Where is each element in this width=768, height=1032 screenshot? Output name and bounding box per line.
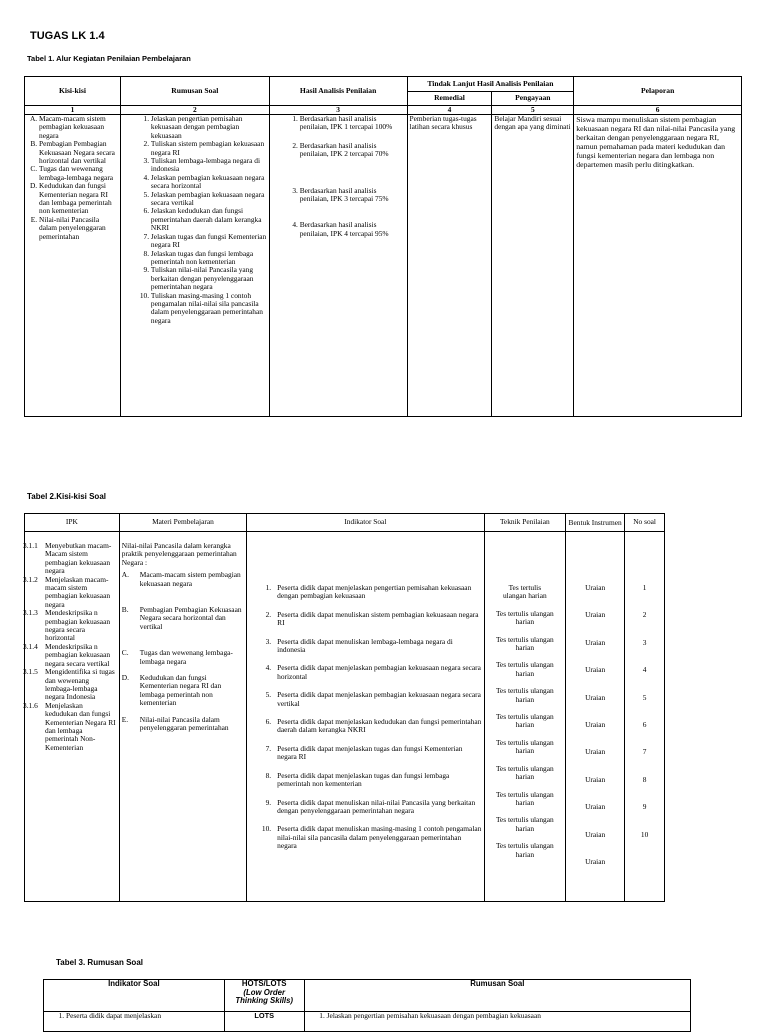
ipk-text: Mengidentifika si tugas dan wewenang lembaga-lembaga negara Indonesia [45, 667, 115, 702]
table3-level: LOTS [224, 1012, 304, 1032]
materi-text: Tugas dan wewenang lembaga-lembaga negara [139, 648, 233, 666]
teknik-item: Tes tertulis ulangan harian [495, 634, 554, 653]
indikator-item [249, 772, 481, 789]
list-item: 1. Jelaskan pengertian pemisahan kekuasaan dengan pembagian kekuasaan [151, 115, 267, 140]
table3-caption: Tabel 3. Rumusan Soal [56, 958, 143, 967]
indikator-item [249, 799, 481, 816]
indikator-number: 9. [265, 797, 272, 807]
materi-text: Kedudukan dan fungsi Kementerian negara RI dan lembaga pemerintah non kementerian [139, 673, 222, 708]
header-materi: Materi Pembelajaran [119, 514, 246, 532]
indikator-number: 10. [261, 824, 272, 834]
list-item: 1. Peserta didik dapat menjelaskan [66, 1012, 222, 1020]
materi-item [122, 606, 244, 631]
table3-rumusan [304, 1012, 690, 1032]
materi-code: E. [121, 714, 129, 724]
bentuk-item: Uraian [585, 665, 606, 675]
bentuk-item: Uraian [585, 610, 606, 620]
list-item: 10. Tuliskan masing-masing 1 contoh pengamalan nilai-nilai sila pancasila dalam penyelenggaraan pemerintahan negara [151, 292, 267, 326]
indikator-text: Peserta didik dapat menuliskan lembaga-lembaga negara di indonesia [277, 636, 453, 655]
indikator-text: Peserta didik dapat menuliskan masing-masing 1 contoh pengamalan nilai-nilai sila pancasila dalam penyelenggaraan pemerintahan negara [277, 824, 482, 851]
col-number: 6 [574, 106, 742, 115]
remedial-cell: Pemberian tugas-tugas latihan secara khusus [407, 115, 492, 417]
header-indikator: Indikator Soal [247, 514, 484, 532]
bentuk-item: Uraian [585, 829, 606, 839]
indikator-item [249, 718, 481, 735]
list-item: 4. Berdasarkan hasil analisis penilaian, IPK 4 tercapai 95% [300, 221, 405, 238]
header-pengayaan: Pengayaan [492, 92, 574, 106]
indikator-number: 1. [265, 583, 272, 592]
bentuk-item: Uraian [585, 720, 606, 730]
materi-text: Nilai-nilai Pancasila dalam penyelenggaran pemerintahan [139, 714, 229, 733]
indikator-text: Peserta didik dapat menjelaskan pembagian kekuasaan negara secara horizontal [277, 663, 481, 681]
teknik-item-suffix: ulangan harian [502, 591, 547, 601]
ipk-cell [25, 532, 120, 902]
no-soal-item: 10 [640, 829, 649, 839]
list-item: 2. Berdasarkan hasil analisis penilaian, IPK 2 tercapai 70% [300, 142, 405, 159]
materi-item [122, 674, 244, 708]
indikator-number: 4. [265, 663, 272, 673]
table3 [43, 979, 691, 1032]
indikator-item [249, 638, 481, 655]
table3-indikator [44, 1012, 225, 1032]
bentuk-item: Uraian [585, 802, 606, 812]
materi-intro: Nilai-nilai Pancasila dalam kerangka praktik penyelenggaraan pemerintahan Negara : [121, 541, 237, 567]
list-item: 3. Tuliskan lembaga-lembaga negara di indonesia [151, 157, 267, 174]
header-pelaporan: Pelaporan [574, 77, 742, 106]
teknik-item: Tes tertulis ulangan harian [495, 737, 554, 756]
materi-code: D. [121, 673, 129, 683]
list-item: D. Kedudukan dan fungsi Kementerian negara RI dan lembaga pemerintah non kementerian [39, 182, 118, 216]
indikator-item [249, 691, 481, 708]
list-item: 7. Jelaskan tugas dan fungsi Kementerian negara RI [151, 233, 267, 250]
bentuk-item: Uraian [585, 637, 606, 647]
ipk-text: Menjelaskan kedudukan dan fungsi Kementerian Negara RI dan lembaga pemerintah Non-Kementerian [45, 700, 116, 752]
materi-text: Pembagian Pembagian Kekuasaan Negara secara horizontal dan vertikal [139, 605, 242, 631]
indikator-number: 2. [265, 609, 272, 619]
bentuk-item: Uraian [585, 774, 606, 784]
pengayaan-cell: Belajar Mandiri sesuai dengan apa yang diminati [492, 115, 574, 417]
ipk-code: 3.1.1 [23, 541, 38, 550]
list-item: 9. Tuliskan nilai-nilai Pancasila yang berkaitan dengan penyelenggaraan pemerintahan negara [151, 266, 267, 291]
indikator-number: 7. [265, 743, 272, 753]
indikator-text: Peserta didik dapat menjelaskan pembagian kekuasaan negara secara vertikal [277, 690, 481, 708]
no-soal-item: 5 [642, 692, 647, 702]
teknik-cell [484, 532, 566, 902]
hasil-cell [269, 115, 407, 417]
teknik-item: Tes tertulis ulangan harian [495, 841, 554, 859]
list-item: 1. Jelaskan pengertian pemisahan kekuasaan dengan pembagian kekuasaan [327, 1012, 688, 1020]
col-number: 3 [269, 106, 407, 115]
no-soal-item: 4 [642, 665, 647, 675]
teknik-item: Tes tertulis [508, 583, 542, 592]
materi-item [122, 649, 244, 666]
ipk-item [23, 608, 117, 643]
list-item: 6. Jelaskan kedudukan dan fungsi pemerintahan daerah dalam kerangka NKRI [151, 207, 267, 232]
ipk-item [23, 574, 117, 610]
page-title: TUGAS LK 1.4 [30, 30, 105, 42]
teknik-item: Tes tertulis ulangan harian [495, 686, 554, 704]
ipk-text: Menjelaskan macam-macam sistem pembagian kekuasaan negara [45, 574, 111, 609]
table2 [24, 513, 665, 902]
ipk-item [23, 700, 117, 752]
header-indikator-soal: Indikator Soal [44, 980, 225, 1012]
indikator-text: Peserta didik dapat menjelaskan kedudukan dan fungsi pemerintahan daerah dalam kerangka NKRI [277, 717, 482, 735]
indikator-number: 3. [265, 636, 272, 646]
list-item: 2. Tuliskan sistem pembagian kekuasaan negara RI [151, 140, 267, 157]
header-rumusan: Rumusan Soal [120, 77, 269, 106]
list-item: 4. Jelaskan pembagian kekuasaan negara secara horizontal [151, 174, 267, 191]
indikator-text: Peserta didik dapat menuliskan sistem pembagian kekuasaan negara RI [277, 609, 479, 628]
list-item: A. Macam-macam sistem pembagian kekuasaan negara [39, 115, 118, 140]
indikator-text: Peserta didik dapat menuliskan nilai-nilai Pancasila yang berkaitan dengan penyelenggaraan pemerintahan negara [277, 797, 476, 815]
no-soal-item: 8 [642, 774, 647, 784]
no-soal-item: 6 [642, 720, 647, 730]
materi-item [122, 716, 244, 733]
materi-cell [119, 532, 246, 902]
bentuk-item: Uraian [585, 747, 606, 757]
no-soal-item: 1 [642, 583, 647, 592]
table2-caption: Tabel 2.Kisi-kisi Soal [27, 492, 106, 501]
teknik-item: Tes tertulis ulangan harian [495, 712, 554, 730]
header-rumusan-soal: Rumusan Soal [304, 980, 690, 1012]
indikator-item [249, 825, 481, 850]
ipk-item [23, 641, 117, 668]
indikator-text: Peserta didik dapat menjelaskan tugas dan fungsi lembaga pemerintah non kementerian [277, 770, 450, 789]
list-item: 8. Jelaskan tugas dan fungsi lembaga pemerintah non kementerian [151, 250, 267, 267]
indikator-item [249, 664, 481, 681]
materi-text: Macam-macam sistem pembagian kekuasaan negara [139, 570, 241, 588]
header-ipk: IPK [25, 514, 120, 532]
no-soal-item: 9 [642, 802, 647, 812]
bentuk-item: Uraian [585, 692, 606, 702]
col-number: 2 [120, 106, 269, 115]
indikator-number: 6. [265, 717, 272, 727]
header-remedial: Remedial [407, 92, 492, 106]
no-soal-item: 3 [642, 637, 647, 647]
materi-item [122, 571, 244, 588]
indikator-text: Peserta didik dapat menjelaskan tugas dan fungsi Kementerian negara RI [277, 743, 463, 762]
header-kisi: Kisi-kisi [25, 77, 121, 106]
hots-line: Thinking Skills) [235, 996, 294, 1005]
indikator-number: 8. [265, 770, 272, 780]
teknik-item: Tes tertulis ulangan harian [495, 660, 554, 678]
list-item: 1. Berdasarkan hasil analisis penilaian, IPK 1 tercapai 100% [300, 115, 405, 132]
list-item: 3. Berdasarkan hasil analisis penilaian, IPK 3 tercapai 75% [300, 187, 405, 204]
list-item: E. Nilai-nilai Pancasila dalam penyelenggaran pemerintahan [39, 216, 118, 241]
header-no-soal: No soal [625, 514, 665, 532]
indikator-item [249, 745, 481, 762]
indikator-item [249, 611, 481, 628]
indikator-number: 5. [265, 690, 272, 700]
header-hots-lots [224, 980, 304, 1012]
pelaporan-cell: Siswa mampu menuliskan sistem pembagian kekuasaan negara RI dan nilai-nilai Pancasila yang berkaitan dengan penyelenggaraan negara RI, namun pemahaman pada materi kedudukan dan fungsi kementerian negara dan lembaga non departemen masih perlu ditingkatkan. [574, 115, 742, 417]
list-item: 5. Jelaskan pembagian kekuasaan negara secara vertikal [151, 191, 267, 208]
bentuk-item: Uraian [585, 583, 606, 592]
ipk-code: 3.1.4 [23, 641, 38, 651]
no-soal-cell [625, 532, 665, 902]
indikator-cell [247, 532, 484, 902]
ipk-item [23, 541, 117, 576]
indikator-text: Peserta didik dapat menjelaskan pengertian pemisahan kekuasaan dengan pembagian kekuasaan [277, 583, 472, 601]
list-item: C. Tugas dan wewenang lembaga-lembaga negara [39, 165, 118, 182]
header-hasil: Hasil Analisis Penilaian [269, 77, 407, 106]
hots-line: (Low Order [243, 987, 285, 997]
materi-code: C. [121, 648, 129, 658]
col-number: 5 [492, 106, 574, 115]
header-teknik: Teknik Penilaian [484, 514, 566, 532]
hots-line: HOTS/LOTS [241, 979, 287, 988]
col-number: 4 [407, 106, 492, 115]
teknik-item: Tes tertulis ulangan harian [495, 608, 554, 627]
indikator-item [249, 584, 481, 601]
table1-caption: Tabel 1. Alur Kegiatan Penilaian Pembelajaran [27, 54, 191, 63]
bentuk-item: Uraian [585, 857, 606, 867]
list-item: B. Pembagian Pembagian Kekuasaan Negara secara horizontal dan vertikal [39, 140, 118, 165]
header-tindak-lanjut: Tindak Lanjut Hasil Analisis Penilaian [407, 77, 574, 92]
ipk-text: Mendeskripsika n pembagian kekuasaan negara secara horizontal [45, 608, 111, 643]
ipk-code: 3.1.3 [23, 608, 38, 618]
bentuk-cell [566, 532, 625, 902]
no-soal-item: 2 [642, 610, 647, 620]
rumusan-cell [120, 115, 269, 417]
ipk-item [23, 667, 117, 702]
table1 [24, 76, 742, 417]
header-bentuk: Bentuk Instrumen [566, 514, 625, 532]
teknik-item: Tes tertulis ulangan harian [495, 815, 554, 833]
ipk-code: 3.1.6 [23, 700, 38, 710]
ipk-code: 3.1.2 [23, 574, 38, 584]
materi-code: A. [121, 570, 129, 580]
ipk-text: Menyebutkan macam-Macam sistem pembagian kekuasaan negara [45, 541, 112, 576]
ipk-text: Mendeskripsika n pembagian kekuasaan negara secara vertikal [45, 641, 111, 668]
teknik-item: Tes tertulis ulangan harian [495, 763, 554, 782]
ipk-code: 3.1.5 [23, 667, 38, 677]
teknik-item: Tes tertulis ulangan harian [495, 789, 554, 807]
col-number: 1 [25, 106, 121, 115]
kisi-cell [25, 115, 121, 417]
materi-code: B. [121, 605, 129, 615]
no-soal-item: 7 [642, 747, 647, 757]
